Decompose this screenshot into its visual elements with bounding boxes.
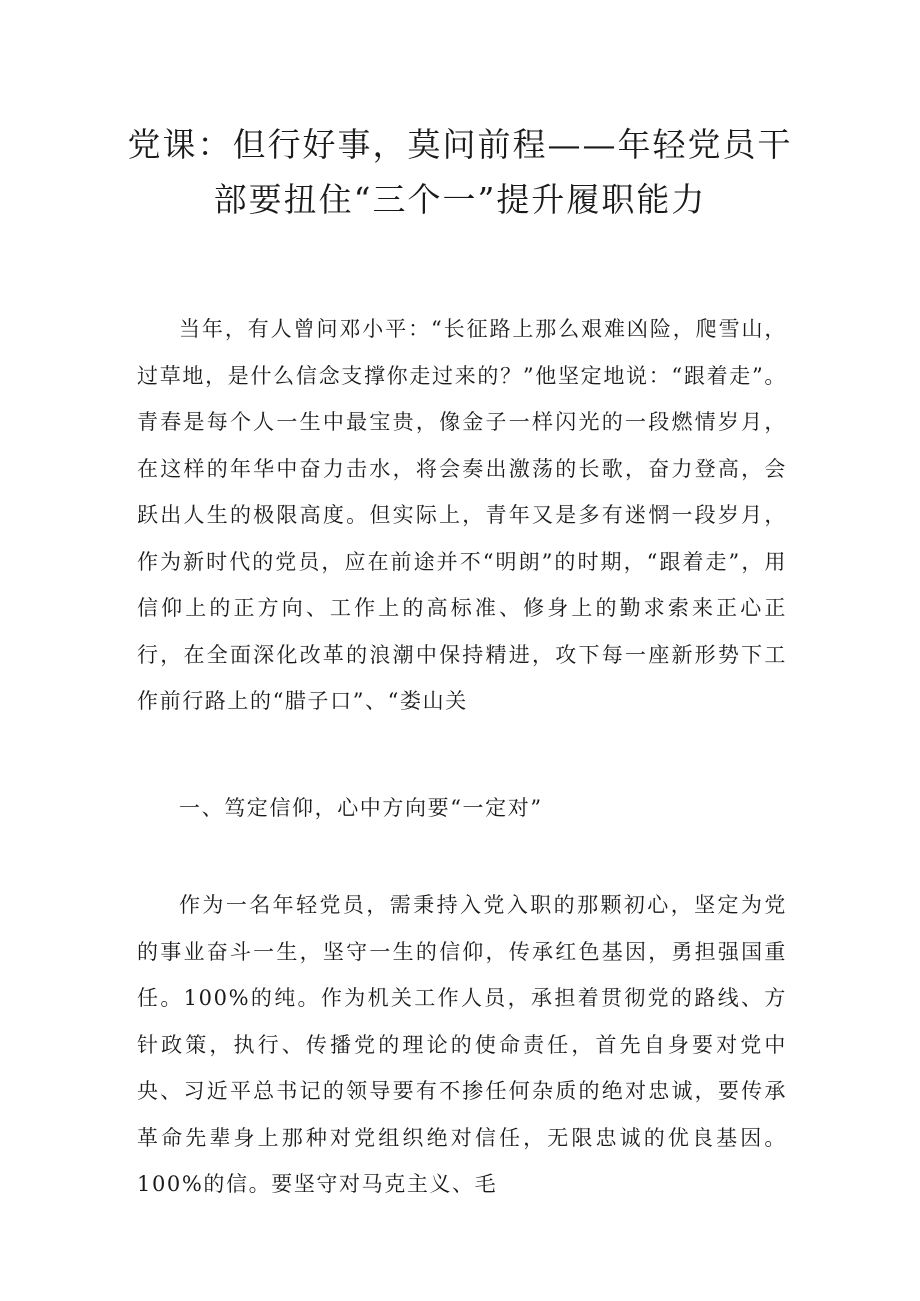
section-heading: 一、笃定信仰，心中方向要“一定对”	[179, 796, 543, 820]
document-title-line-1: 党课：但行好事，莫问前程——年轻党员干	[127, 125, 793, 164]
body-paragraph: 作为一名年轻党员，需秉持入党入职的那颗初心，坚定为党的事业奋斗一生，坚守一生的信仰，传承红色基因，勇担强国重任。100%的纯。作为机关工作人员，承担着贯彻党的路线、方针政策，执行、传播党的理论的使命责任，首先自身要对党中央、习近平总书记的领导要有不掺任何杂质的绝对忠诚，要传承革命先辈身上那种对党组织绝对信任，无限忠诚的优良基因。100%的信。要坚守对马克主义、毛	[137, 893, 787, 1196]
document-title-line-2: 部要扭住“三个一”提升履职能力	[213, 180, 707, 219]
intro-paragraph: 当年，有人曾问邓小平：“长征路上那么艰难凶险，爬雪山，过草地，是什么信念支撑你走过来的？”他坚定地说：“跟着走”。青春是每个人一生中最宝贵，像金子一样闪光的一段燃情岁月，在这样的年华中奋力击水，将会奏出激荡的长歌，奋力登高，会跃出人生的极限高度。但实际上，青年又是多有迷惘一段岁月，作为新时代的党员，应在前途并不“明朗”的时期，“跟着走”，用信仰上的正方向、工作上的高标准、修身上的勤求索来正心正行，在全面深化改革的浪潮中保持精进，攻下每一座新形势下工作前行路上的“腊子口”、“娄山关	[137, 317, 787, 713]
